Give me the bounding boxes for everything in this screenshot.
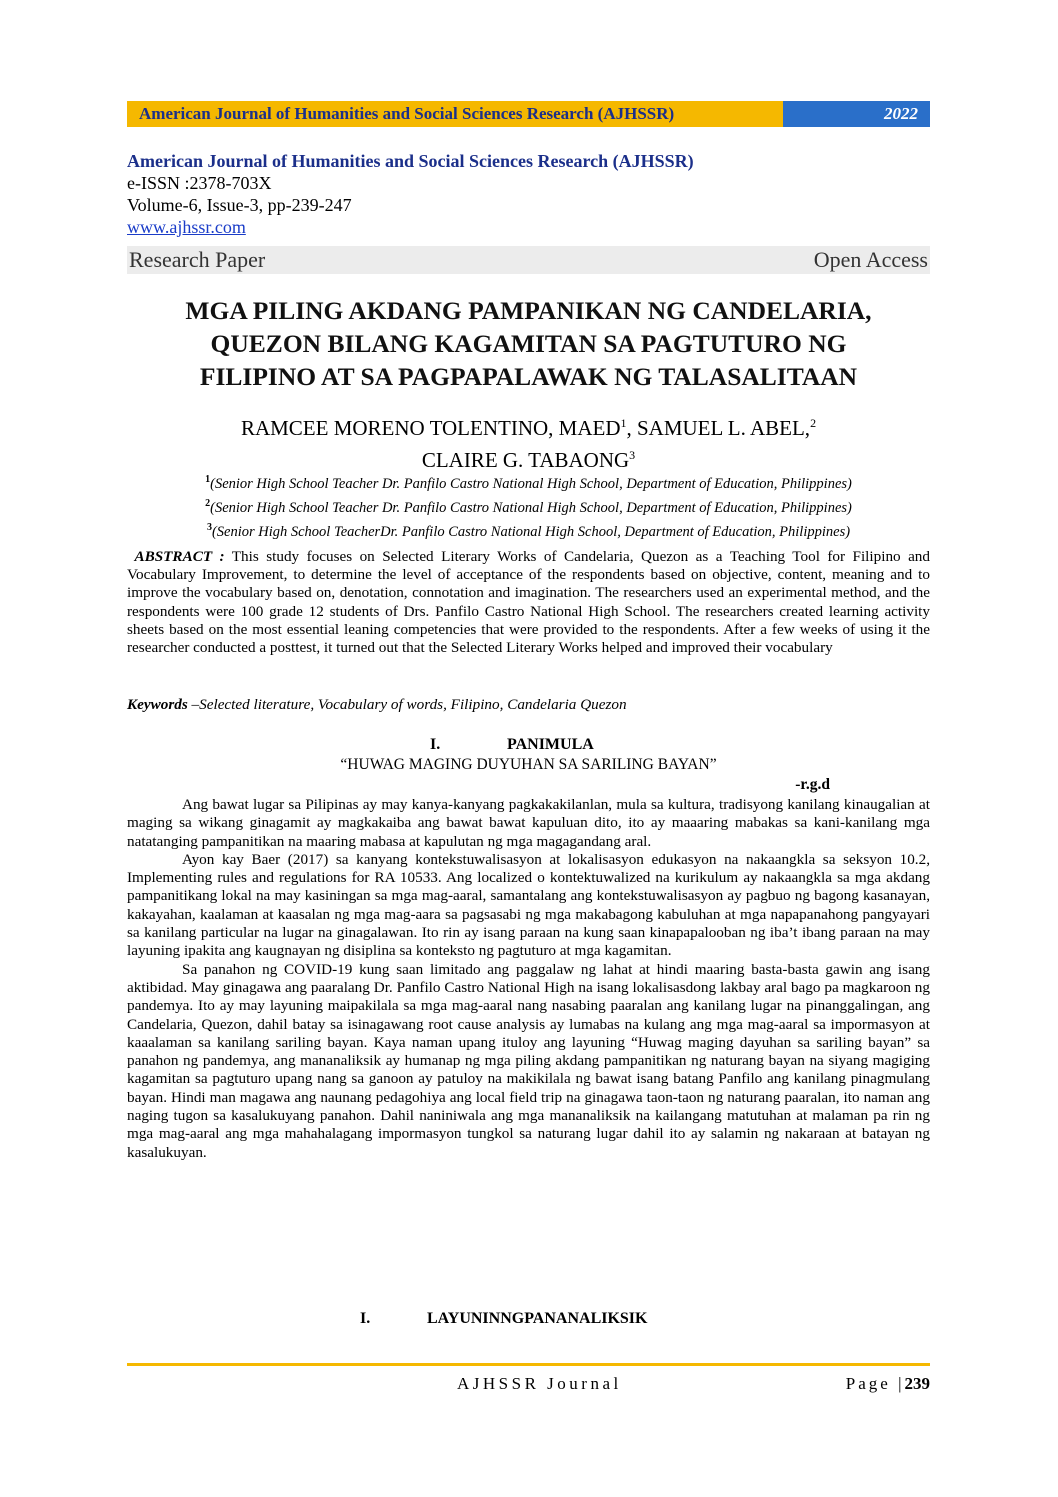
- author-name: CLAIRE G. TABAONG: [421, 448, 630, 472]
- section-heading: [127, 736, 930, 756]
- affiliation: $^1$(Senior High School Teacher Dr. Panfilo Castro National High School, Department of Education, Philippines): [205, 474, 852, 492]
- journal-info: [127, 150, 930, 238]
- journal-header-band: [127, 101, 930, 127]
- epigraph-quote: “HUWAG MAGING DUYUHAN SA SARILING BAYAN”: [340, 756, 717, 773]
- keywords-text: –Selected literature, Vocabulary of words, Filipino, Candelaria Quezon: [187, 696, 627, 713]
- section-heading: [127, 1310, 930, 1330]
- page-footer: [127, 1374, 930, 1396]
- paper-type: Research Paper: [129, 247, 266, 272]
- journal-website-link[interactable]: www.ajhssr.com: [127, 217, 246, 237]
- abstract-text: This study focuses on Selected Literary Works of Candelaria, Quezon as a Teaching Tool for Filipino and Vocabulary Improvement, to determine the level of acceptance of the respondents based on objective, content, meaning and to improve the vocabulary based on, denotation, connotation and imagination. The researchers used an experimental method, and the respondents were 100 grade 12 students of Drs. Panfilo Castro National High School. The researchers created learning activity sheets based on the most essential leaning competencies that were provided to the respondents. After a few weeks of using it the researcher conducted a posttest, it turned out that the Selected Literary Works helped and improved their vocabulary: [127, 548, 930, 657]
- section-body: [127, 796, 930, 1162]
- section-number: I.: [360, 1310, 371, 1327]
- volume-issue: Volume-6, Issue-3, pp-239-247: [127, 195, 352, 215]
- access-type: Open Access: [813, 247, 928, 272]
- author-name: RAMCEE MORENO TOLENTINO, MAED: [240, 416, 621, 440]
- affiliations: [127, 470, 930, 541]
- section-number: I.: [430, 736, 441, 753]
- author-list: [127, 410, 930, 474]
- abstract-label: ABSTRACT :: [134, 548, 225, 565]
- keywords: [127, 696, 930, 714]
- footer-journal: AJHSSR Journal: [457, 1374, 622, 1393]
- keywords-label: Keywords: [127, 696, 188, 713]
- issn: e-ISSN :2378-703X: [127, 173, 272, 193]
- abstract: [127, 548, 930, 657]
- section-title: PANIMULA: [507, 736, 594, 753]
- author-affil-marker: 2: [810, 416, 817, 430]
- paper-type-bar: [127, 246, 930, 274]
- journal-name: American Journal of Humanities and Social Sciences Research (AJHSSR): [127, 151, 694, 171]
- header-journal-name: American Journal of Humanities and Social Sciences Research (AJHSSR): [127, 101, 783, 127]
- epigraph-attribution: -r.g.d: [795, 776, 830, 793]
- header-year: 2022: [783, 101, 930, 127]
- body-paragraph: Ayon kay Baer (2017) sa kanyang kontekstuwalisasyon at lokalisasyon edukasyon na nakaangkla sa seksyon 10.2, Implementing rules and regulations for RA 10533. Ang localized o kontektuwalized na kurikulum ay nakaangkla sa mga akdang pampanitikang lokal na may kasiningan sa mga mag-aaral, samantalang ang kontekstuwalisasyon ay pagbuo ng bagong kasanayan, kakayahan, kaalaman at kaasalan ng mga mag-aara sa pagsasabi ng mga makabagong kabuluhan at mga napapanahong pangyayari sa kanilang particular na lugar na ginagalawan. Ito rin ay isang paraan na kung saan kinapapalooban ng iba’t ibang paraan na may layuning ipakita ang kaugnayan ng disiplina sa konteksto ng pagtuturo at mga kagamitan.: [127, 850, 930, 960]
- author-affil-marker: 3: [629, 448, 636, 462]
- section-title: LAYUNINNGPANANALIKSIK: [427, 1310, 648, 1327]
- affiliation: $^3$(Senior High School TeacherDr. Panfilo Castro National High School, Department of Education, Philippines): [206, 521, 851, 540]
- title-line: MGA PILING AKDANG PAMPANIKAN NG CANDELARIA,: [185, 296, 872, 325]
- body-paragraph: Ang bawat lugar sa Pilipinas ay may kanya-kanyang pagkakakilanlan, mula sa kultura, tradisyong kanilang kinaugalian at maging sa wikang ginagamit ay magkakaiba ang bawat bawat kapuluan dito, ito ay maaaring mabakas sa kani-kanilang mga natatanging pampanitikan na maaring mabasa at kapulutan ng mga magagandang aral.: [127, 796, 930, 850]
- footer-rule: [127, 1363, 930, 1366]
- title-line: FILIPINO AT SA PAGPAPALAWAK NG TALASALITAAN: [199, 362, 858, 391]
- footer-page: Page |239: [845, 1374, 930, 1393]
- affiliation: $^2$(Senior High School Teacher Dr. Panfilo Castro National High School, Department of Education, Philippines): [205, 497, 852, 516]
- body-paragraph: Sa panahon ng COVID-19 kung saan limitado ang paggalaw ng lahat at hindi maaring basta-basta gawin ang isang aktibidad. May ginagawa ang paaralang Dr. Panfilo Castro National High na isang lokalisasdong lakbay aral bago pa magkaroon ng pandemya. Ito ay may layuning maipakilala sa mga mag-aaral nang nasabing paaralan ang kanilang lugar na pinanggalingan, ang Candelaria, Quezon, dahil batay sa isinagawang root cause analysis ay lumabas na kulang ang mga mag-aaral sa impormasyon at kaaalaman sa kanilang sariling bayan. Kaya naman upang ituloy ang layuning “Huwag maging dayuhan sa sariling bayan” sa panahon ng pandemya, ang mananaliksik ay humanap ng mga piling akdang pampanitikan ng naturang bayan na siyang magiging kagamitan sa pagtuturo upang nang sa ganoon ay patuloy na makikilala ng bawat isang batang Panfilo ang kanilang pinagmulang bayan. Hindi man magawa ang naunang pedagohiya ang local field trip na ginagawa taon-taon ng naturang paaralan, ito naman ang naging tugon sa kasalukuyang panahon. Dahil naniniwala ang mga mananaliksik na kailangang matutuhan at malaman pa rin ng mga mag-aaral ang mga mahahalagang impormasyon tungkol sa naturang lugar dahil ito ay salamin ng nakaraan at batayan ng kasalukuyan.: [127, 960, 930, 1161]
- title-line: QUEZON BILANG KAGAMITAN SA PAGTUTURO NG: [210, 329, 847, 358]
- page-number: 239: [904, 1374, 930, 1393]
- author-affil-marker: 1: [620, 416, 627, 430]
- paper-title: [127, 294, 930, 393]
- author-name: , SAMUEL L. ABEL,: [626, 416, 811, 440]
